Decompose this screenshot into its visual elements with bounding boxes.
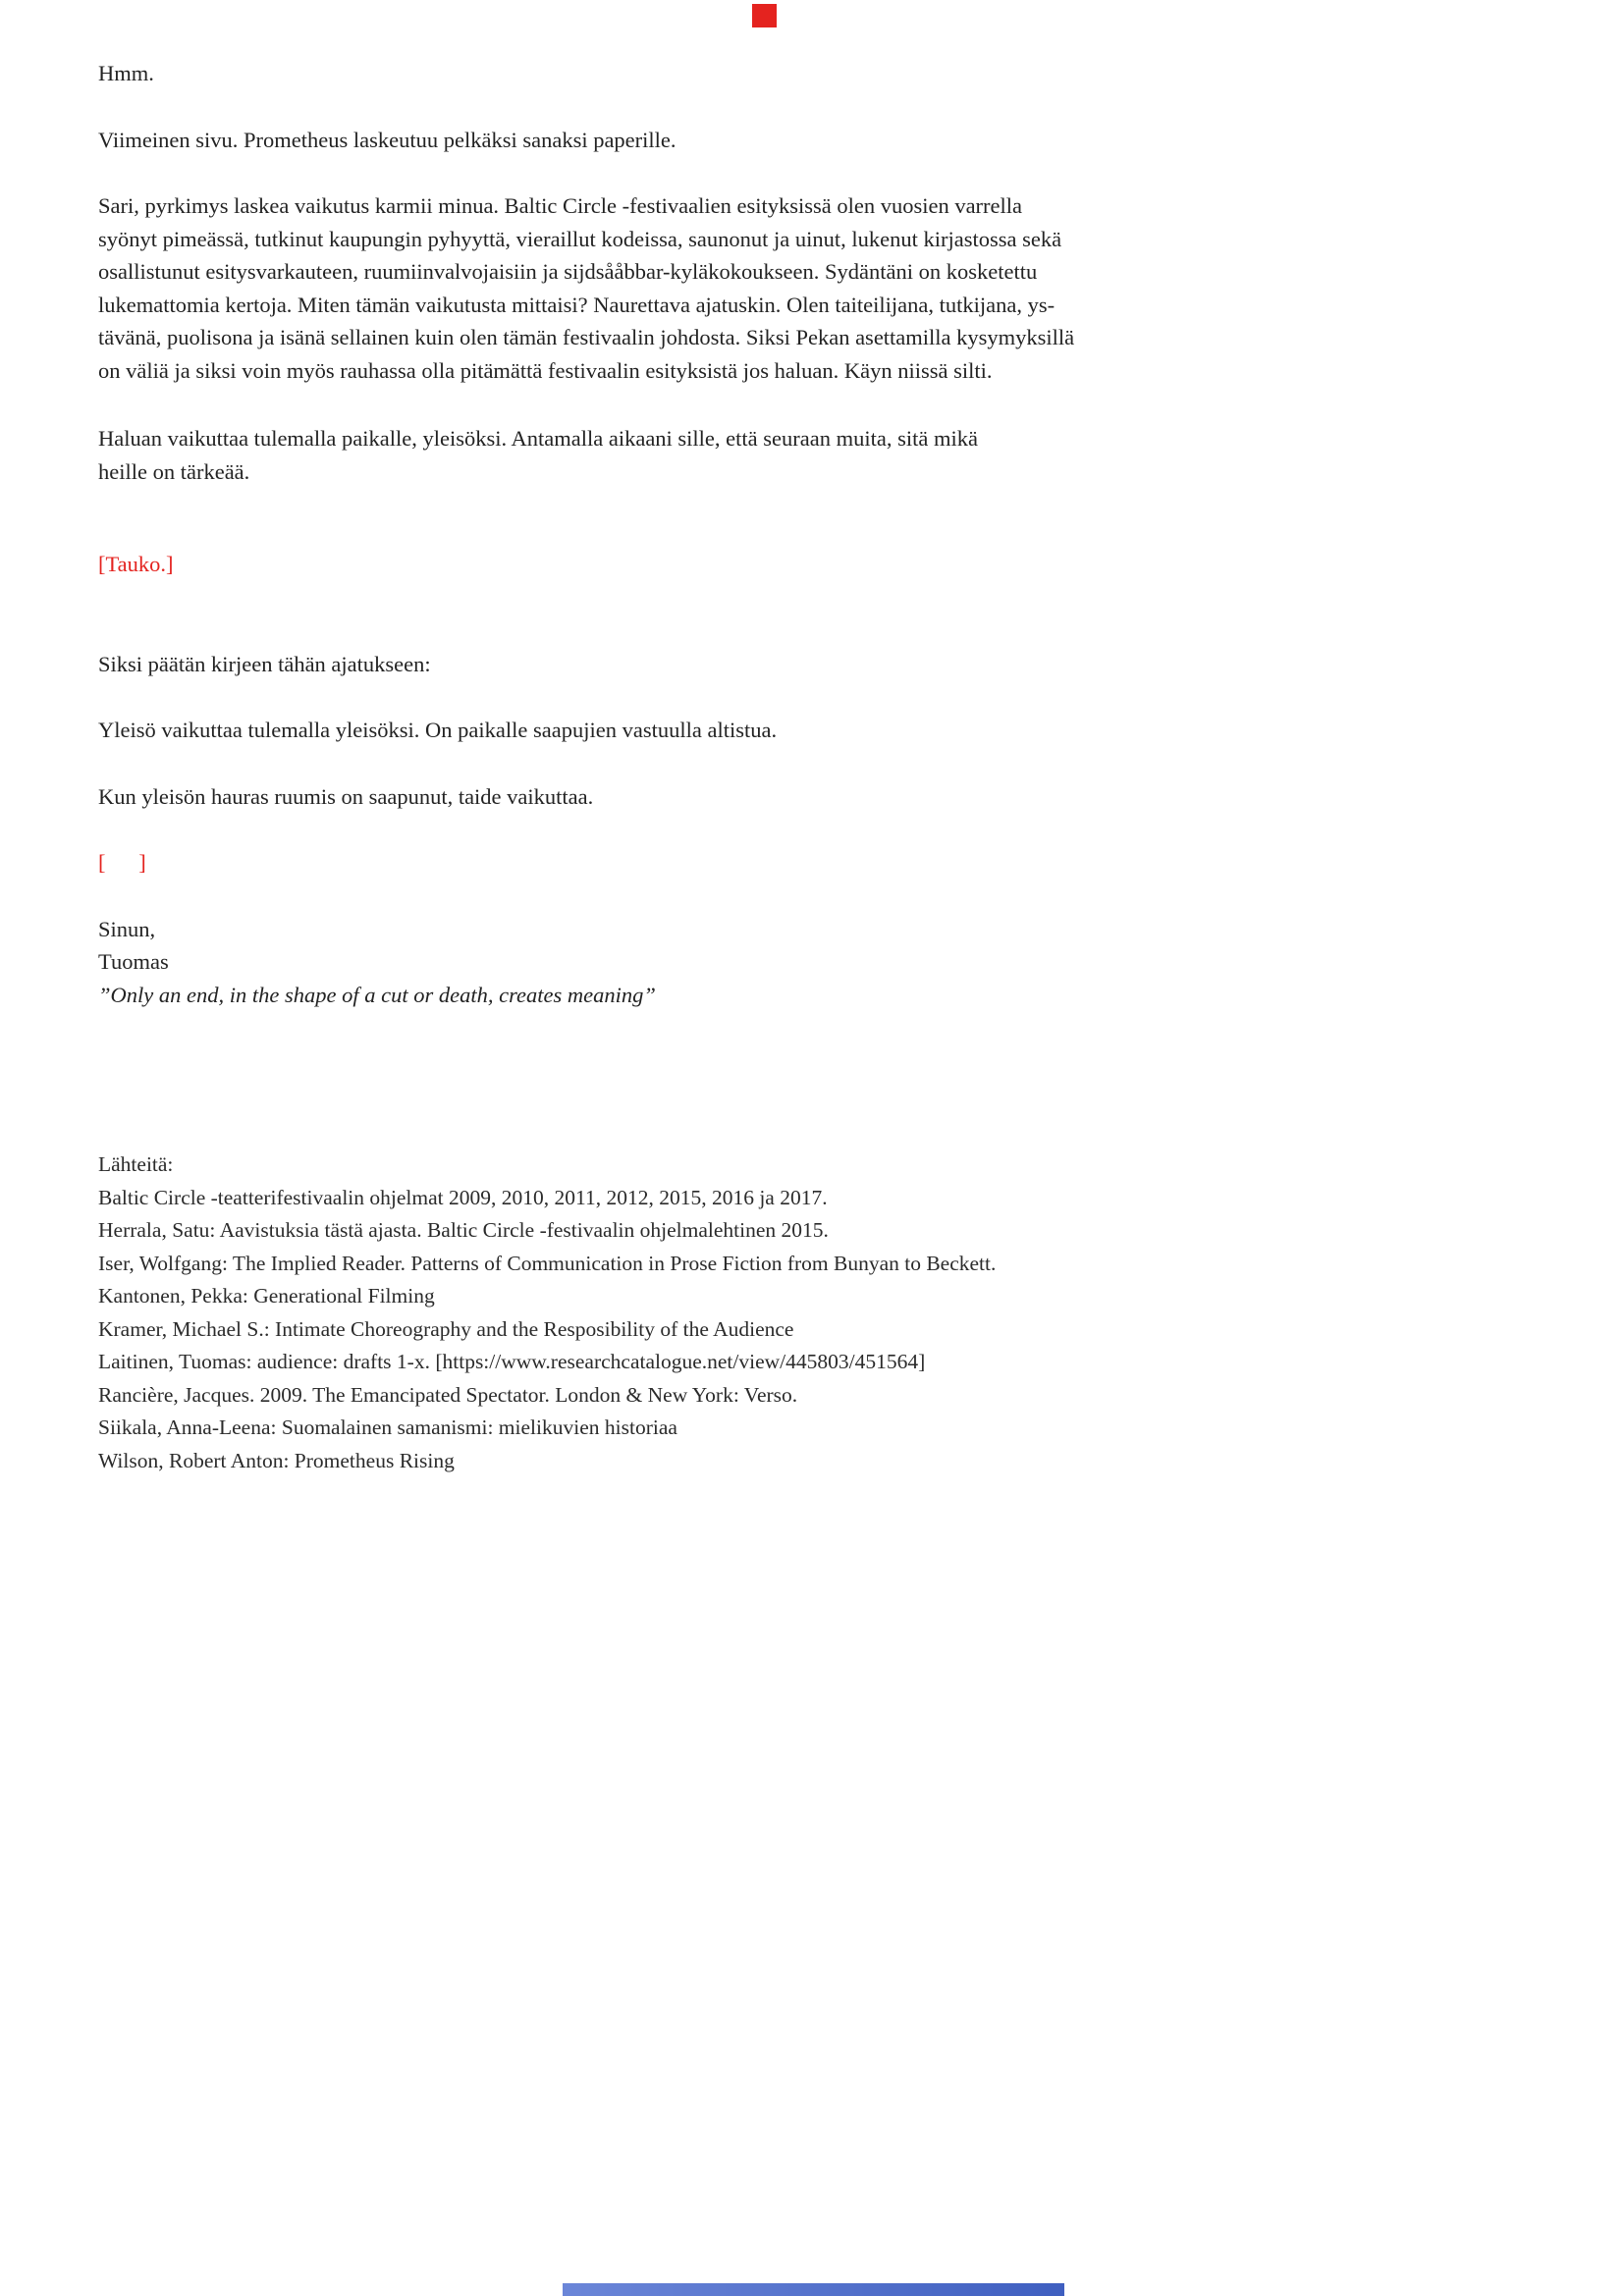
references-heading: Lähteitä: — [98, 1152, 174, 1176]
letter-line: Kun yleisön hauras ruumis on saapunut, taide vaikuttaa. — [98, 783, 594, 809]
signoff-tuomas: Tuomas — [98, 949, 169, 974]
paragraph-yleiso — [98, 714, 1178, 747]
letter-line: heille on tärkeää. — [98, 458, 250, 484]
letter-line: tävänä, puolisona ja isänä sellainen kuin olen tämän festivaalin johdosta. Siksi Pekan asettamilla kysymyksillä — [98, 325, 1075, 349]
reference-item: Kramer, Michael S.: Intimate Choreography and the Resposibility of the Audience — [98, 1316, 794, 1341]
reference-item: Kantonen, Pekka: Generational Filming — [98, 1284, 435, 1308]
paragraph-hmm — [98, 57, 1178, 90]
letter-line: Siksi päätän kirjeen tähän ajatukseen: — [98, 651, 431, 676]
letter-line: on väliä ja siksi voin myös rauhassa olla pitämättä festivaalin esityksistä jos haluan. Käyn niissä silti. — [98, 357, 993, 383]
signoff-sinun: Sinun, — [98, 916, 156, 941]
pause-marker: [Tauko.] — [98, 552, 174, 576]
references-section — [98, 1148, 1178, 1477]
empty-brackets-block — [98, 846, 1178, 880]
paragraph-sari — [98, 189, 1178, 387]
closing-quote: ”Only an end, in the shape of a cut or death, creates meaning” — [98, 982, 656, 1007]
reference-item: Wilson, Robert Anton: Prometheus Rising — [98, 1448, 455, 1472]
paragraph-haluan — [98, 422, 1178, 488]
letter-line: Sari, pyrkimys laskea vaikutus karmii minua. Baltic Circle -festivaalien esityksissä olen vuosien varrella — [98, 193, 1023, 218]
reference-item: Baltic Circle -teatterifestivaalin ohjelmat 2009, 2010, 2011, 2012, 2015, 2016 ja 2017. — [98, 1185, 828, 1209]
letter-line: osallistunut esitysvarkauteen, ruumiinvalvojaisiin ja sijdsååbbar-kyläkokoukseen. Sydäntäni on kosketettu — [98, 259, 1038, 284]
letter-line: Yleisö vaikuttaa tulemalla yleisöksi. On paikalle saapujien vastuulla altistua. — [98, 718, 778, 742]
letter-line: Hmm. — [98, 61, 154, 85]
paragraph-viimeinen — [98, 124, 1178, 157]
reference-item: Iser, Wolfgang: The Implied Reader. Patterns of Communication in Prose Fiction from Bunyan to Beckett. — [98, 1251, 997, 1275]
letter-line: syönyt pimeässä, tutkinut kaupungin pyhyyttä, vieraillut kodeissa, saunonut ja uinut, lukenut kirjastossa sekä — [98, 226, 1062, 251]
paragraph-siksi — [98, 648, 1178, 681]
red-page-marker — [752, 4, 777, 27]
reference-item-with-url: Laitinen, Tuomas: audience: drafts 1-x. [https://www.researchcatalogue.net/view/445803/451564] — [98, 1350, 926, 1373]
reference-item: Siikala, Anna-Leena: Suomalainen samanismi: mielikuvien historiaa — [98, 1415, 677, 1439]
letter-line: Haluan vaikuttaa tulemalla paikalle, yleisöksi. Antamalla aikaani sille, että seuraan muita, sitä mikä — [98, 426, 978, 451]
bottom-blue-bar — [563, 2283, 1064, 2296]
reference-item: Herrala, Satu: Aavistuksia tästä ajasta. Baltic Circle -festivaalin ohjelmalehtinen 2015. — [98, 1218, 829, 1242]
pause-marker-block — [98, 548, 1178, 581]
empty-brackets-marker: [ ] — [98, 850, 146, 875]
reference-item: Rancière, Jacques. 2009. The Emancipated Spectator. London & New York: Verso. — [98, 1382, 798, 1407]
letter-line: lukemattomia kertoja. Miten tämän vaikutusta mittaisi? Naurettava ajatuskin. Olen taiteilijana, tutkijana, ys- — [98, 292, 1056, 317]
letter-line: Viimeinen sivu. Prometheus laskeutuu pelkäksi sanaksi paperille. — [98, 127, 677, 152]
letter-body — [98, 57, 1178, 1477]
signature-block — [98, 913, 1178, 1012]
paragraph-kun — [98, 780, 1178, 814]
